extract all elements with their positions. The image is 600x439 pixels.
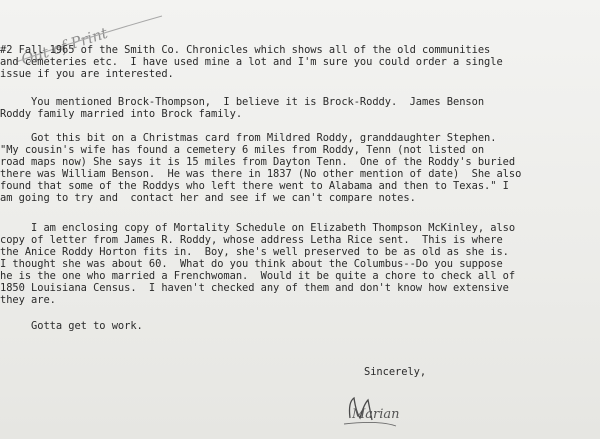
out-of-print-note: Out of Print bbox=[18, 23, 110, 69]
letter-line: and cemeteries etc. I have used mine a lot and I'm sure you could order a single bbox=[0, 56, 503, 68]
letter-line: am going to try and contact her and see if we can't compare notes. bbox=[0, 192, 416, 204]
letter-line: 1850 Louisiana Census. I haven't checked any of them and don't know how extensive bbox=[0, 282, 509, 294]
letter-line: Gotta get to work. bbox=[0, 320, 143, 332]
closing-text: Sincerely, bbox=[364, 366, 427, 378]
letter-line: copy of letter from James R. Roddy, whose address Letha Rice sent. This is where bbox=[0, 234, 503, 246]
letter-line: found that some of the Roddys who left there went to Alabama and then to Texas." I bbox=[0, 180, 509, 192]
letter-line: I am enclosing copy of Mortality Schedule on Elizabeth Thompson McKinley, also bbox=[0, 222, 516, 234]
handwritten-signature bbox=[338, 388, 458, 433]
letter-line: they are. bbox=[0, 294, 56, 306]
letter-line: issue if you are interested. bbox=[0, 68, 174, 80]
letter-line: Roddy family married into Brock family. bbox=[0, 108, 243, 120]
letter-line: "My cousin's wife has found a cemetery 6 miles from Roddy, Tenn (not listed on bbox=[0, 144, 485, 156]
letter-line: Got this bit on a Christmas card from Mildred Roddy, granddaughter Stephen. bbox=[0, 132, 497, 144]
letter-line: You mentioned Brock-Thompson, I believe it is Brock-Roddy. James Benson bbox=[0, 96, 485, 108]
letter-line: the Anice Roddy Horton fits in. Boy, she's well preserved to be as old as she is. bbox=[0, 246, 509, 258]
letter-line: he is the one who married a Frenchwoman. Would it be quite a chore to check all of bbox=[0, 270, 516, 282]
letter-line: road maps now) She says it is 15 miles from Dayton Tenn. One of the Roddy's buried bbox=[0, 156, 516, 168]
letter-line: I thought she was about 60. What do you think about the Columbus--Do you suppose bbox=[0, 258, 503, 270]
letter-line: there was William Benson. He was there in 1837 (No other mention of date) She also bbox=[0, 168, 522, 180]
signature-text: Marian bbox=[352, 407, 400, 422]
letter-line: #2 Fall 1965 of the Smith Co. Chronicles which shows all of the old communities bbox=[0, 44, 491, 56]
